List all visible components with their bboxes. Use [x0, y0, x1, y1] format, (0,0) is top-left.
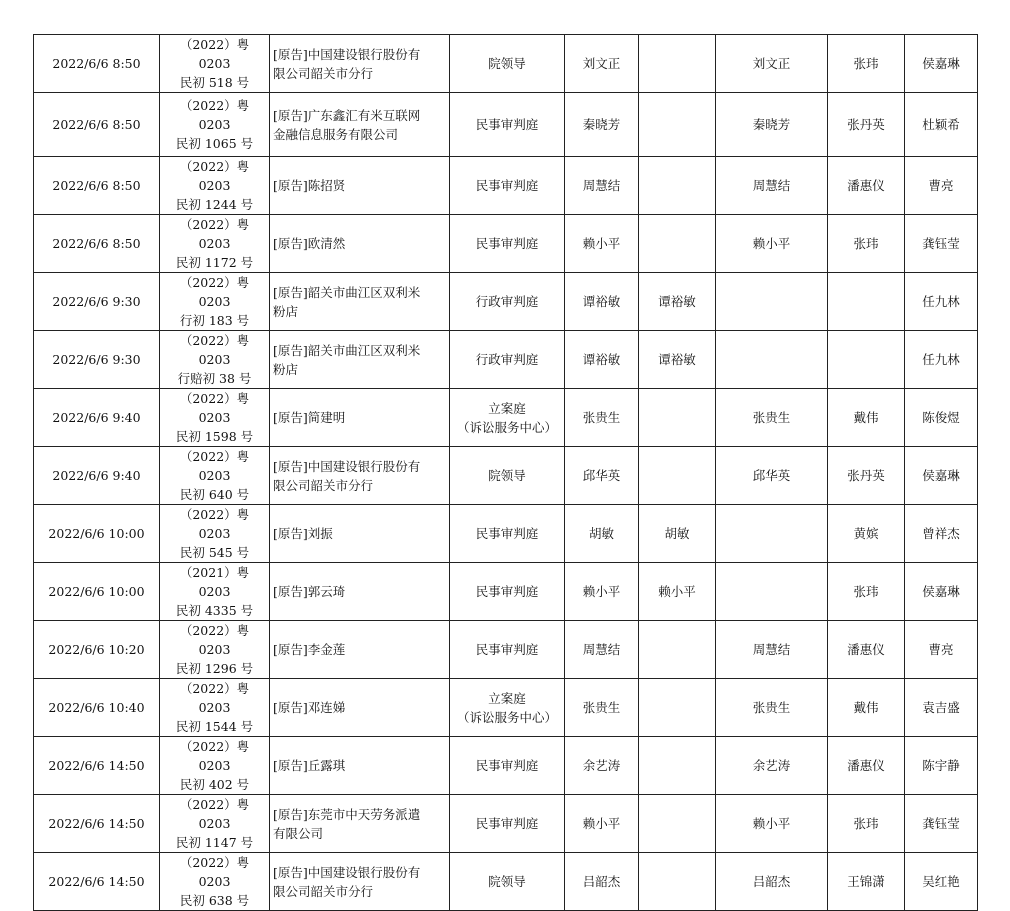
department-cell [450, 795, 565, 853]
panel-member: 王锦潇 [847, 874, 885, 889]
court-clerk-cell [905, 563, 978, 621]
sole-judge-name-cell [639, 447, 716, 505]
department-line: （诉讼服务中心） [456, 419, 557, 435]
panel-member-cell [828, 389, 905, 447]
case-number-cell [160, 447, 270, 505]
presiding-judge: 周慧结 [752, 642, 791, 657]
party-name-line: 粉店 [273, 303, 299, 319]
party-name-cell [270, 157, 450, 215]
judge-name: 胡敏 [588, 526, 614, 541]
table-row [34, 621, 978, 679]
panel-member-cell [828, 447, 905, 505]
court-clerk-cell [905, 273, 978, 331]
department-cell [450, 93, 565, 157]
case-number-line: 民初 1598 号 [175, 429, 254, 444]
party-name-line: 粉店 [273, 361, 299, 377]
court-clerk: 杜颖希 [922, 117, 960, 132]
court-clerk: 袁吉盛 [922, 700, 960, 715]
judge-name: 周慧结 [582, 178, 621, 193]
party-name-line: [原告]刘振 [273, 526, 333, 541]
presiding-judge-cell [716, 621, 828, 679]
sole-judge-name-cell [639, 215, 716, 273]
party-name-cell [270, 853, 450, 911]
table-row [34, 157, 978, 215]
department-cell [450, 389, 565, 447]
panel-member: 戴伟 [853, 410, 879, 425]
party-name-line: [原告]中国建设银行股份有 [273, 864, 421, 880]
hearing-datetime-cell [34, 215, 160, 273]
party-name-line: [原告]东莞市中天劳务派遣 [273, 806, 421, 822]
case-number-line: （2021）粤 0203 [179, 565, 250, 599]
judge-name: 谭裕敏 [582, 294, 621, 309]
party-name-line: [原告]简建明 [273, 410, 346, 425]
case-number-line: 民初 1065 号 [175, 136, 254, 151]
hearing-datetime-cell [34, 389, 160, 447]
party-name-cell [270, 795, 450, 853]
hearing-datetime: 2022/6/6 8:50 [52, 236, 141, 251]
panel-member-cell [828, 563, 905, 621]
panel-member: 张玮 [853, 236, 879, 251]
hearing-datetime-cell [34, 853, 160, 911]
hearing-datetime: 2022/6/6 8:50 [52, 56, 141, 71]
judge-name: 秦晓芳 [582, 117, 621, 132]
case-number-line: 民初 1172 号 [175, 255, 254, 270]
party-name-cell [270, 563, 450, 621]
department-line: 民事审判庭 [475, 642, 539, 657]
presiding-judge: 秦晓芳 [752, 117, 791, 132]
party-name-line: 限公司韶关市分行 [273, 477, 374, 493]
case-number-line: 民初 518 号 [179, 75, 250, 90]
party-name-line: 限公司韶关市分行 [273, 883, 374, 899]
hearing-datetime-cell [34, 447, 160, 505]
case-number-line: 民初 640 号 [179, 487, 250, 502]
party-name-line: [原告]韶关市曲江区双利米 [273, 342, 421, 358]
department-line: 立案庭 [488, 400, 526, 416]
court-clerk-cell [905, 93, 978, 157]
case-number-line: 行初 183 号 [179, 313, 250, 328]
court-clerk-cell [905, 215, 978, 273]
presiding-judge-cell [716, 563, 828, 621]
judge-name-cell [565, 389, 639, 447]
hearing-datetime: 2022/6/6 8:50 [52, 117, 141, 132]
presiding-judge-cell [716, 505, 828, 563]
court-clerk: 龚钰莹 [922, 236, 960, 251]
court-clerk-cell [905, 505, 978, 563]
party-name-line: [原告]欧清然 [273, 236, 346, 251]
case-number-cell [160, 737, 270, 795]
sole-judge-name-cell [639, 737, 716, 795]
case-number-cell [160, 563, 270, 621]
panel-member: 潘惠仪 [847, 642, 885, 657]
case-number-line: （2022）粤 0203 [179, 391, 250, 425]
case-number-cell [160, 505, 270, 563]
department-line: 行政审判庭 [475, 294, 539, 309]
case-number-line: （2022）粤 0203 [179, 449, 250, 483]
court-clerk-cell [905, 795, 978, 853]
hearing-schedule-table [33, 34, 978, 911]
party-name-line: [原告]中国建设银行股份有 [273, 458, 421, 474]
panel-member: 张玮 [853, 56, 879, 71]
hearing-datetime: 2022/6/6 10:20 [48, 642, 145, 657]
hearing-datetime-cell [34, 679, 160, 737]
case-number-cell [160, 93, 270, 157]
presiding-judge: 刘文正 [752, 56, 791, 71]
panel-member-cell [828, 795, 905, 853]
presiding-judge-cell [716, 157, 828, 215]
presiding-judge-cell [716, 679, 828, 737]
hearing-datetime-cell [34, 331, 160, 389]
judge-name: 邱华英 [582, 468, 621, 483]
presiding-judge: 吕韶杰 [752, 874, 791, 889]
table-row [34, 331, 978, 389]
party-name-cell [270, 389, 450, 447]
case-number-cell [160, 35, 270, 93]
sole-judge-name-cell [639, 853, 716, 911]
court-clerk: 陈俊煜 [922, 410, 960, 425]
department-cell [450, 35, 565, 93]
judge-name-cell [565, 621, 639, 679]
department-line: 民事审判庭 [475, 758, 539, 773]
hearing-datetime-cell [34, 737, 160, 795]
court-clerk: 吴红艳 [922, 874, 960, 889]
party-name-line: [原告]中国建设银行股份有 [273, 46, 421, 62]
case-number-line: （2022）粤 0203 [179, 275, 250, 309]
case-number-line: （2022）粤 0203 [179, 739, 250, 773]
presiding-judge-cell [716, 35, 828, 93]
sole-judge-name: 谭裕敏 [658, 294, 696, 309]
case-number-line: 行赔初 38 号 [177, 371, 252, 386]
party-name-line: [原告]陈招贤 [273, 178, 346, 193]
case-number-cell [160, 157, 270, 215]
hearing-datetime: 2022/6/6 9:40 [52, 410, 141, 425]
judge-name-cell [565, 679, 639, 737]
panel-member: 张玮 [853, 816, 879, 831]
party-name-line: 金融信息服务有限公司 [273, 126, 399, 142]
presiding-judge-cell [716, 389, 828, 447]
case-number-cell [160, 273, 270, 331]
panel-member-cell [828, 505, 905, 563]
party-name-line: 限公司韶关市分行 [273, 65, 374, 81]
judge-name-cell [565, 563, 639, 621]
court-clerk: 任九林 [922, 352, 960, 367]
court-clerk-cell [905, 447, 978, 505]
court-clerk: 陈宇静 [922, 758, 960, 773]
sole-judge-name-cell [639, 389, 716, 447]
department-line: 民事审判庭 [475, 178, 539, 193]
panel-member-cell [828, 157, 905, 215]
department-cell [450, 505, 565, 563]
presiding-judge-cell [716, 447, 828, 505]
department-line: 院领导 [488, 56, 526, 71]
department-cell [450, 331, 565, 389]
panel-member: 张丹英 [847, 117, 885, 132]
presiding-judge-cell [716, 795, 828, 853]
case-number-line: （2022）粤 0203 [179, 159, 250, 193]
judge-name-cell [565, 273, 639, 331]
judge-name: 张贵生 [582, 410, 621, 425]
party-name-cell [270, 331, 450, 389]
court-clerk: 任九林 [922, 294, 960, 309]
judge-name-cell [565, 215, 639, 273]
panel-member: 黄嫔 [853, 526, 879, 541]
department-cell [450, 273, 565, 331]
court-clerk: 侯嘉琳 [922, 584, 960, 599]
party-name-cell [270, 93, 450, 157]
hearing-datetime: 2022/6/6 14:50 [48, 874, 145, 889]
hearing-datetime-cell [34, 795, 160, 853]
court-clerk: 曹亮 [928, 178, 954, 193]
panel-member: 张玮 [853, 584, 879, 599]
party-name-line: [原告]韶关市曲江区双利米 [273, 284, 421, 300]
court-clerk-cell [905, 621, 978, 679]
hearing-datetime-cell [34, 35, 160, 93]
case-number-cell [160, 389, 270, 447]
department-cell [450, 679, 565, 737]
department-cell [450, 447, 565, 505]
case-number-line: 民初 1147 号 [175, 835, 254, 850]
hearing-datetime-cell [34, 563, 160, 621]
panel-member: 潘惠仪 [847, 758, 885, 773]
judge-name-cell [565, 157, 639, 215]
table-row [34, 795, 978, 853]
department-line: 院领导 [488, 468, 526, 483]
court-clerk-cell [905, 853, 978, 911]
hearing-datetime: 2022/6/6 8:50 [52, 178, 141, 193]
panel-member: 张丹英 [847, 468, 885, 483]
panel-member-cell [828, 215, 905, 273]
presiding-judge: 余艺涛 [752, 758, 791, 773]
sole-judge-name-cell [639, 273, 716, 331]
table-row [34, 679, 978, 737]
panel-member-cell [828, 737, 905, 795]
case-number-line: （2022）粤 0203 [179, 797, 250, 831]
sole-judge-name-cell [639, 35, 716, 93]
sole-judge-name-cell [639, 331, 716, 389]
party-name-cell [270, 679, 450, 737]
case-number-cell [160, 853, 270, 911]
party-name-cell [270, 737, 450, 795]
hearing-datetime: 2022/6/6 14:50 [48, 816, 145, 831]
department-line: 民事审判庭 [475, 117, 539, 132]
department-line: 行政审判庭 [475, 352, 539, 367]
court-clerk-cell [905, 737, 978, 795]
panel-member-cell [828, 331, 905, 389]
case-number-line: （2022）粤 0203 [179, 507, 250, 541]
case-number-line: （2022）粤 0203 [179, 37, 250, 71]
case-number-line: 民初 402 号 [179, 777, 250, 792]
case-number-line: （2022）粤 0203 [179, 681, 250, 715]
schedule-body [34, 35, 978, 911]
presiding-judge-cell [716, 273, 828, 331]
table-row [34, 853, 978, 911]
panel-member: 潘惠仪 [847, 178, 885, 193]
party-name-cell [270, 273, 450, 331]
case-number-line: （2022）粤 0203 [179, 333, 250, 367]
judge-name: 周慧结 [582, 642, 621, 657]
hearing-datetime-cell [34, 621, 160, 679]
hearing-datetime: 2022/6/6 9:30 [52, 352, 141, 367]
party-name-cell [270, 621, 450, 679]
case-number-cell [160, 621, 270, 679]
court-clerk-cell [905, 679, 978, 737]
judge-name-cell [565, 93, 639, 157]
judge-name: 赖小平 [582, 584, 621, 599]
department-cell [450, 621, 565, 679]
hearing-datetime-cell [34, 157, 160, 215]
panel-member-cell [828, 93, 905, 157]
case-number-cell [160, 215, 270, 273]
table-row [34, 447, 978, 505]
department-line: 民事审判庭 [475, 584, 539, 599]
judge-name-cell [565, 737, 639, 795]
party-name-cell [270, 447, 450, 505]
judge-name: 赖小平 [582, 236, 621, 251]
department-line: （诉讼服务中心） [456, 709, 557, 725]
party-name-cell [270, 35, 450, 93]
court-clerk: 侯嘉琳 [922, 56, 960, 71]
judge-name: 刘文正 [582, 56, 621, 71]
court-clerk-cell [905, 35, 978, 93]
presiding-judge: 赖小平 [752, 236, 791, 251]
party-name-line: [原告]郭云琦 [273, 584, 346, 599]
judge-name: 谭裕敏 [582, 352, 621, 367]
case-number-line: 民初 4335 号 [175, 603, 254, 618]
department-cell [450, 157, 565, 215]
sole-judge-name: 谭裕敏 [658, 352, 696, 367]
sole-judge-name-cell [639, 621, 716, 679]
presiding-judge-cell [716, 737, 828, 795]
case-number-line: （2022）粤 0203 [179, 855, 250, 889]
sole-judge-name-cell [639, 679, 716, 737]
hearing-datetime-cell [34, 93, 160, 157]
department-line: 民事审判庭 [475, 816, 539, 831]
presiding-judge: 赖小平 [752, 816, 791, 831]
court-clerk: 侯嘉琳 [922, 468, 960, 483]
party-name-line: [原告]邓连娣 [273, 700, 346, 715]
department-line: 立案庭 [488, 690, 526, 706]
judge-name-cell [565, 331, 639, 389]
presiding-judge: 邱华英 [752, 468, 791, 483]
case-number-line: （2022）粤 0203 [179, 623, 250, 657]
court-clerk: 曾祥杰 [922, 526, 960, 541]
panel-member-cell [828, 621, 905, 679]
judge-name: 吕韶杰 [582, 874, 621, 889]
judge-name-cell [565, 853, 639, 911]
party-name-line: [原告]李金莲 [273, 642, 346, 657]
judge-name-cell [565, 447, 639, 505]
case-number-line: （2022）粤 0203 [179, 217, 250, 251]
presiding-judge: 张贵生 [752, 410, 791, 425]
table-row [34, 215, 978, 273]
case-number-line: 民初 1244 号 [175, 197, 254, 212]
panel-member-cell [828, 273, 905, 331]
table-row [34, 737, 978, 795]
court-clerk: 龚钰莹 [922, 816, 960, 831]
case-number-cell [160, 331, 270, 389]
hearing-datetime-cell [34, 505, 160, 563]
department-line: 民事审判庭 [475, 526, 539, 541]
presiding-judge-cell [716, 331, 828, 389]
party-name-cell [270, 505, 450, 563]
party-name-cell [270, 215, 450, 273]
department-cell [450, 215, 565, 273]
judge-name-cell [565, 505, 639, 563]
court-clerk-cell [905, 157, 978, 215]
hearing-datetime: 2022/6/6 14:50 [48, 758, 145, 773]
court-clerk: 曹亮 [928, 642, 954, 657]
court-clerk-cell [905, 389, 978, 447]
panel-member-cell [828, 679, 905, 737]
department-line: 院领导 [488, 874, 526, 889]
table-row [34, 389, 978, 447]
case-number-cell [160, 679, 270, 737]
presiding-judge-cell [716, 93, 828, 157]
presiding-judge-cell [716, 853, 828, 911]
hearing-datetime: 2022/6/6 10:40 [48, 700, 145, 715]
case-number-cell [160, 795, 270, 853]
presiding-judge-cell [716, 215, 828, 273]
party-name-line: [原告]丘露琪 [273, 758, 346, 773]
judge-name: 余艺涛 [582, 758, 621, 773]
department-line: 民事审判庭 [475, 236, 539, 251]
sole-judge-name-cell [639, 93, 716, 157]
sole-judge-name-cell [639, 563, 716, 621]
hearing-datetime: 2022/6/6 10:00 [48, 584, 145, 599]
case-number-line: 民初 1544 号 [175, 719, 254, 734]
table-row [34, 93, 978, 157]
case-number-line: 民初 545 号 [179, 545, 250, 560]
department-cell [450, 563, 565, 621]
department-cell [450, 737, 565, 795]
sole-judge-name-cell [639, 795, 716, 853]
presiding-judge: 周慧结 [752, 178, 791, 193]
judge-name: 赖小平 [582, 816, 621, 831]
presiding-judge: 张贵生 [752, 700, 791, 715]
table-row [34, 505, 978, 563]
party-name-line: [原告]广东鑫汇有米互联网 [273, 107, 421, 123]
panel-member-cell [828, 35, 905, 93]
hearing-datetime: 2022/6/6 9:40 [52, 468, 141, 483]
department-cell [450, 853, 565, 911]
hearing-datetime: 2022/6/6 9:30 [52, 294, 141, 309]
panel-member-cell [828, 853, 905, 911]
party-name-line: 有限公司 [273, 825, 324, 841]
table-row [34, 35, 978, 93]
case-number-line: 民初 1296 号 [175, 661, 254, 676]
table-row [34, 273, 978, 331]
court-clerk-cell [905, 331, 978, 389]
judge-name-cell [565, 35, 639, 93]
case-number-line: 民初 638 号 [179, 893, 250, 908]
sole-judge-name: 胡敏 [664, 526, 690, 541]
sole-judge-name-cell [639, 157, 716, 215]
judge-name-cell [565, 795, 639, 853]
table-row [34, 563, 978, 621]
hearing-datetime: 2022/6/6 10:00 [48, 526, 145, 541]
sole-judge-name-cell [639, 505, 716, 563]
case-number-line: （2022）粤 0203 [179, 98, 250, 132]
judge-name: 张贵生 [582, 700, 621, 715]
hearing-datetime-cell [34, 273, 160, 331]
sole-judge-name: 赖小平 [658, 584, 696, 599]
panel-member: 戴伟 [853, 700, 879, 715]
